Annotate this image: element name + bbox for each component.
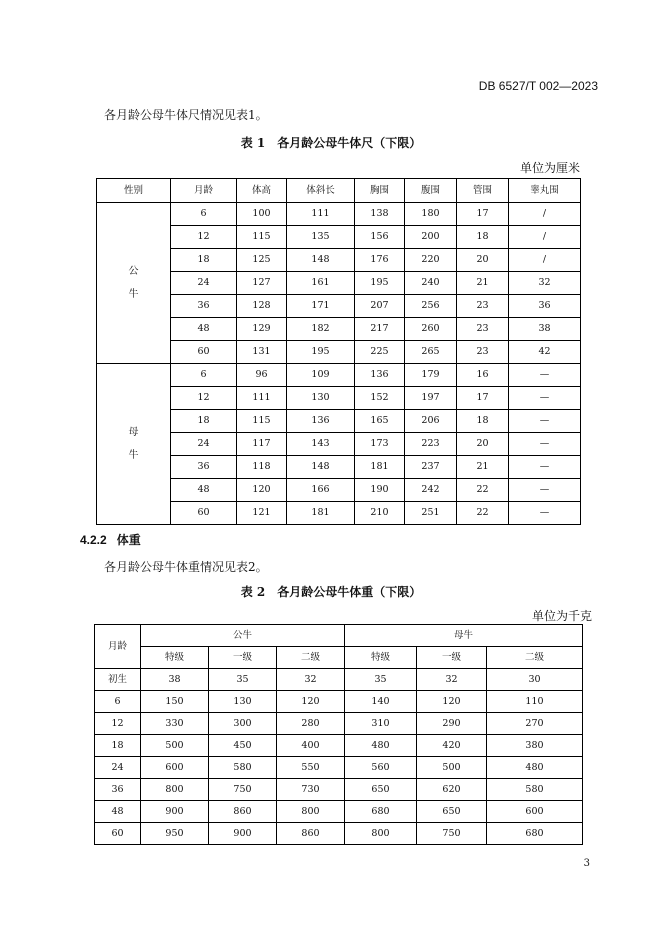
table-cell: 650 bbox=[345, 779, 417, 801]
table-cell: 310 bbox=[345, 713, 417, 735]
table-cell: 380 bbox=[487, 735, 583, 757]
table-cell: 130 bbox=[209, 691, 277, 713]
table-cell: 210 bbox=[355, 502, 405, 525]
table-cell: 330 bbox=[141, 713, 209, 735]
table-cell: 237 bbox=[405, 456, 457, 479]
table-cell: 280 bbox=[277, 713, 345, 735]
table-cell: 900 bbox=[209, 823, 277, 845]
table-cell: 17 bbox=[457, 203, 509, 226]
table-cell: — bbox=[509, 456, 581, 479]
table-row bbox=[95, 757, 583, 779]
table-cell: 127 bbox=[237, 272, 287, 295]
table-cell: 131 bbox=[237, 341, 287, 364]
table-cell: 450 bbox=[209, 735, 277, 757]
table-cell: 150 bbox=[141, 691, 209, 713]
sex-group-label bbox=[97, 203, 171, 364]
table-cell: 900 bbox=[141, 801, 209, 823]
table1-header-cell: 管围 bbox=[457, 179, 509, 203]
table-cell: — bbox=[509, 479, 581, 502]
table-cell: 23 bbox=[457, 295, 509, 318]
table-row bbox=[97, 203, 581, 226]
table-cell: 36 bbox=[171, 456, 237, 479]
table-cell: 600 bbox=[141, 757, 209, 779]
table-cell: 48 bbox=[171, 479, 237, 502]
table-cell: 6 bbox=[171, 364, 237, 387]
sex-label-char: 母 bbox=[128, 427, 139, 438]
table-cell: 36 bbox=[95, 779, 141, 801]
table-cell: 680 bbox=[345, 801, 417, 823]
table-cell: 121 bbox=[237, 502, 287, 525]
table-cell: 400 bbox=[277, 735, 345, 757]
table-cell: 96 bbox=[237, 364, 287, 387]
table-cell: 600 bbox=[487, 801, 583, 823]
table-cell: 6 bbox=[95, 691, 141, 713]
table-cell: 800 bbox=[141, 779, 209, 801]
table-cell: 580 bbox=[487, 779, 583, 801]
table-cell: 750 bbox=[417, 823, 487, 845]
table-cell: 138 bbox=[355, 203, 405, 226]
table1-header-cell: 睾丸围 bbox=[509, 179, 581, 203]
grade-header-cell: 特级 bbox=[345, 647, 417, 669]
table-cell: 60 bbox=[171, 502, 237, 525]
intro-paragraph-1: 各月龄公母牛体尺情况见表1。 bbox=[104, 108, 268, 122]
table-cell: 12 bbox=[171, 387, 237, 410]
table-cell: 750 bbox=[209, 779, 277, 801]
table-cell: 18 bbox=[95, 735, 141, 757]
table-cell: 18 bbox=[171, 410, 237, 433]
table2-grade-header-row bbox=[95, 647, 583, 669]
table1-header-cell: 体斜长 bbox=[287, 179, 355, 203]
table-cell: 480 bbox=[487, 757, 583, 779]
table-cell: 580 bbox=[209, 757, 277, 779]
table-row bbox=[97, 364, 581, 387]
table-cell: 23 bbox=[457, 318, 509, 341]
table1-header-cell: 腹围 bbox=[405, 179, 457, 203]
table-cell: 560 bbox=[345, 757, 417, 779]
table-cell: 156 bbox=[355, 226, 405, 249]
table-cell: 181 bbox=[355, 456, 405, 479]
table-cell: 800 bbox=[345, 823, 417, 845]
table-cell: 180 bbox=[405, 203, 457, 226]
table-cell: / bbox=[509, 226, 581, 249]
table-cell: 860 bbox=[209, 801, 277, 823]
table-cell: 195 bbox=[355, 272, 405, 295]
table1-caption: 表 1 各月龄公母牛体尺（下限） bbox=[240, 136, 422, 150]
table-cell: 22 bbox=[457, 479, 509, 502]
table-row bbox=[95, 691, 583, 713]
table-cell: 24 bbox=[171, 272, 237, 295]
grade-header-cell: 特级 bbox=[141, 647, 209, 669]
table-cell: 197 bbox=[405, 387, 457, 410]
table-cell: 650 bbox=[417, 801, 487, 823]
table1-header-cell: 月龄 bbox=[171, 179, 237, 203]
table2-group-header-row bbox=[95, 625, 583, 647]
table-cell: 620 bbox=[417, 779, 487, 801]
table-cell: 135 bbox=[287, 226, 355, 249]
sex-label-char: 牛 bbox=[128, 450, 139, 461]
table-cell: 242 bbox=[405, 479, 457, 502]
table-cell: 165 bbox=[355, 410, 405, 433]
table-cell: — bbox=[509, 502, 581, 525]
table-cell: 22 bbox=[457, 502, 509, 525]
table-cell: 256 bbox=[405, 295, 457, 318]
table-cell: 950 bbox=[141, 823, 209, 845]
table-cell: 179 bbox=[405, 364, 457, 387]
table-cell: 730 bbox=[277, 779, 345, 801]
grade-header-cell: 一级 bbox=[417, 647, 487, 669]
table-cell: 143 bbox=[287, 433, 355, 456]
table-cell: 207 bbox=[355, 295, 405, 318]
table-cell: 21 bbox=[457, 456, 509, 479]
intro-paragraph-2: 各月龄公母牛体重情况见表2。 bbox=[104, 560, 268, 574]
table-cell: / bbox=[509, 249, 581, 272]
section-title: 体重 bbox=[116, 533, 141, 547]
table2-unit: 单位为千克 bbox=[531, 609, 592, 623]
table-cell: 12 bbox=[95, 713, 141, 735]
table-cell: 18 bbox=[171, 249, 237, 272]
table-cell: 240 bbox=[405, 272, 457, 295]
table-cell: 190 bbox=[355, 479, 405, 502]
table-cell: 136 bbox=[355, 364, 405, 387]
table-cell: 500 bbox=[417, 757, 487, 779]
table-cell: 109 bbox=[287, 364, 355, 387]
table-cell: 18 bbox=[457, 410, 509, 433]
table-cell: 800 bbox=[277, 801, 345, 823]
table-cell: 220 bbox=[405, 249, 457, 272]
table1-header-cell: 胸围 bbox=[355, 179, 405, 203]
table-cell: 120 bbox=[417, 691, 487, 713]
table-cell: 12 bbox=[171, 226, 237, 249]
table-cell: 420 bbox=[417, 735, 487, 757]
table-cell: 16 bbox=[457, 364, 509, 387]
table-cell: 30 bbox=[487, 669, 583, 691]
body-weight-table bbox=[94, 624, 583, 845]
table-row bbox=[95, 735, 583, 757]
table-cell: 136 bbox=[287, 410, 355, 433]
table-cell: 36 bbox=[171, 295, 237, 318]
table-cell: 32 bbox=[277, 669, 345, 691]
age-header: 月龄 bbox=[95, 625, 141, 669]
table-cell: 24 bbox=[171, 433, 237, 456]
table-cell: 206 bbox=[405, 410, 457, 433]
table-cell: 38 bbox=[509, 318, 581, 341]
table-cell: 初生 bbox=[95, 669, 141, 691]
group-header-male: 公牛 bbox=[141, 625, 345, 647]
table-cell: 680 bbox=[487, 823, 583, 845]
table-cell: 120 bbox=[237, 479, 287, 502]
table1-header-cell: 体高 bbox=[237, 179, 287, 203]
table-cell: 181 bbox=[287, 502, 355, 525]
table-cell: 17 bbox=[457, 387, 509, 410]
table-cell: 290 bbox=[417, 713, 487, 735]
table-cell: 36 bbox=[509, 295, 581, 318]
table-cell: 18 bbox=[457, 226, 509, 249]
table-cell: — bbox=[509, 387, 581, 410]
table-cell: 225 bbox=[355, 341, 405, 364]
table-row bbox=[95, 823, 583, 845]
table-cell: 260 bbox=[405, 318, 457, 341]
table1-header-cell: 性别 bbox=[97, 179, 171, 203]
table-cell: 24 bbox=[95, 757, 141, 779]
sex-label-char: 牛 bbox=[128, 289, 139, 300]
table-cell: 111 bbox=[237, 387, 287, 410]
table-cell: 115 bbox=[237, 410, 287, 433]
table-row bbox=[95, 801, 583, 823]
table-cell: 117 bbox=[237, 433, 287, 456]
group-header-female: 母牛 bbox=[345, 625, 583, 647]
table-cell: 140 bbox=[345, 691, 417, 713]
table2-caption: 表 2 各月龄公母牛体重（下限） bbox=[240, 585, 422, 599]
table-cell: 130 bbox=[287, 387, 355, 410]
table-cell: 6 bbox=[171, 203, 237, 226]
table-cell: 300 bbox=[209, 713, 277, 735]
table-cell: 251 bbox=[405, 502, 457, 525]
table-cell: 20 bbox=[457, 433, 509, 456]
table-cell: 42 bbox=[509, 341, 581, 364]
section-number: 4.2.2 bbox=[80, 533, 107, 547]
document-code: DB 6527/T 002—2023 bbox=[478, 79, 598, 93]
table-cell: 182 bbox=[287, 318, 355, 341]
table-cell: 35 bbox=[345, 669, 417, 691]
table-cell: 111 bbox=[287, 203, 355, 226]
table-cell: 500 bbox=[141, 735, 209, 757]
sex-group-label bbox=[97, 364, 171, 525]
table-cell: 176 bbox=[355, 249, 405, 272]
table-cell: 129 bbox=[237, 318, 287, 341]
table-cell: 60 bbox=[171, 341, 237, 364]
table-cell: 32 bbox=[417, 669, 487, 691]
table-cell: 21 bbox=[457, 272, 509, 295]
table-cell: 48 bbox=[95, 801, 141, 823]
table-cell: 270 bbox=[487, 713, 583, 735]
grade-header-cell: 二级 bbox=[487, 647, 583, 669]
table-cell: 166 bbox=[287, 479, 355, 502]
table-cell: 20 bbox=[457, 249, 509, 272]
table-cell: 223 bbox=[405, 433, 457, 456]
table-cell: / bbox=[509, 203, 581, 226]
grade-header-cell: 二级 bbox=[277, 647, 345, 669]
table-cell: 480 bbox=[345, 735, 417, 757]
table-cell: 118 bbox=[237, 456, 287, 479]
table1-unit: 单位为厘米 bbox=[519, 161, 580, 175]
table-cell: — bbox=[509, 433, 581, 456]
table-cell: 23 bbox=[457, 341, 509, 364]
table-cell: 128 bbox=[237, 295, 287, 318]
table1-header-row bbox=[97, 179, 581, 203]
sex-label-char: 公 bbox=[128, 266, 139, 277]
body-size-table bbox=[96, 178, 581, 525]
table-cell: 860 bbox=[277, 823, 345, 845]
table-cell: 148 bbox=[287, 456, 355, 479]
table-cell: 100 bbox=[237, 203, 287, 226]
table-cell: 48 bbox=[171, 318, 237, 341]
table-cell: 152 bbox=[355, 387, 405, 410]
table-cell: 125 bbox=[237, 249, 287, 272]
table-cell: 200 bbox=[405, 226, 457, 249]
table-cell: 550 bbox=[277, 757, 345, 779]
table-cell: 110 bbox=[487, 691, 583, 713]
table-cell: 148 bbox=[287, 249, 355, 272]
table-cell: 161 bbox=[287, 272, 355, 295]
table-row bbox=[95, 779, 583, 801]
table-cell: 173 bbox=[355, 433, 405, 456]
table-row bbox=[95, 669, 583, 691]
table-cell: 195 bbox=[287, 341, 355, 364]
table-cell: 60 bbox=[95, 823, 141, 845]
table-cell: 115 bbox=[237, 226, 287, 249]
table-cell: 32 bbox=[509, 272, 581, 295]
table-cell: 171 bbox=[287, 295, 355, 318]
table-cell: 38 bbox=[141, 669, 209, 691]
table-cell: 265 bbox=[405, 341, 457, 364]
table-cell: 217 bbox=[355, 318, 405, 341]
table-cell: — bbox=[509, 364, 581, 387]
table-cell: 35 bbox=[209, 669, 277, 691]
page-number: 3 bbox=[583, 858, 590, 869]
table-cell: — bbox=[509, 410, 581, 433]
table-row bbox=[95, 713, 583, 735]
grade-header-cell: 一级 bbox=[209, 647, 277, 669]
section-heading bbox=[80, 531, 141, 548]
table-cell: 120 bbox=[277, 691, 345, 713]
